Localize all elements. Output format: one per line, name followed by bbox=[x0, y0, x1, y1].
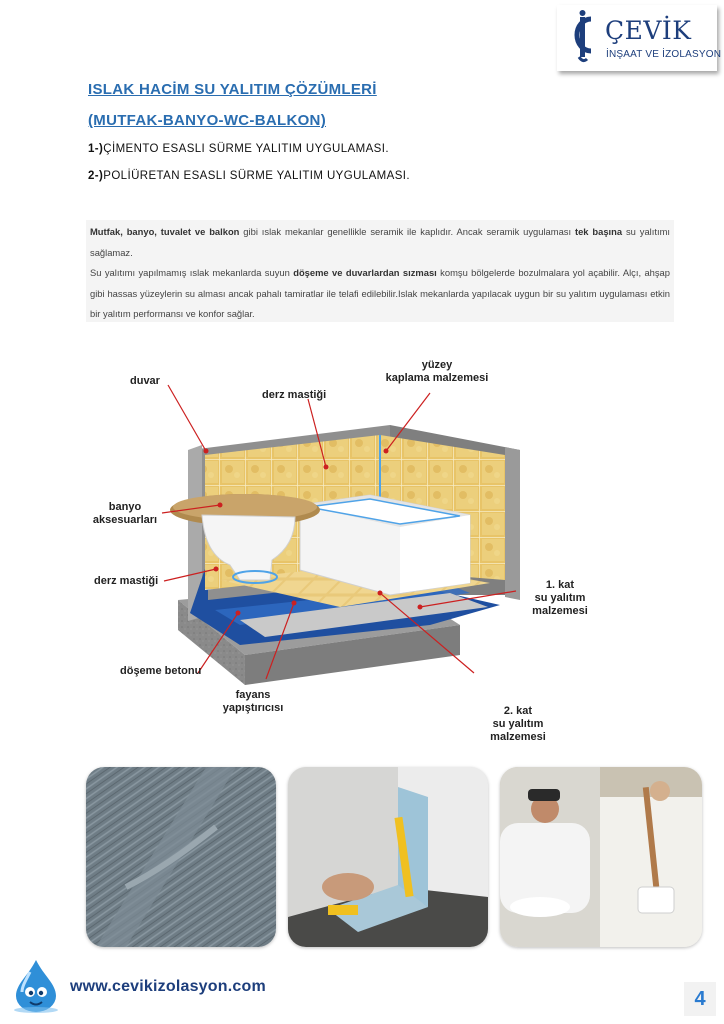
bathroom-waterproofing-diagram bbox=[90, 355, 630, 755]
intro-text: komşu bölgelerde bozulmalara yol açabilir. Alçı, ahşap gibi hassas yüzeylerin su alması ancak pahalı tamiratlar ile telafi edilebilir.Islak mekanlarda yapılacak uygun bir su yalıtım uygulaması etkin bir yalıtım performansı ve konfor sağlar. bbox=[90, 267, 670, 319]
label-1-kat-su-yalitim bbox=[520, 579, 600, 618]
intro-paragraph-1 bbox=[90, 222, 670, 263]
label-2-kat-su-yalitim bbox=[478, 705, 558, 744]
cevik-monogram-icon bbox=[561, 9, 605, 67]
photo-roller-application bbox=[500, 767, 702, 947]
company-logo bbox=[557, 5, 722, 71]
page-title: ISLAK HACİM SU YALITIM ÇÖZÜMLERİ bbox=[88, 81, 377, 98]
solution-text: POLİÜRETAN ESASLI SÜRME YALITIM UYGULAMASI. bbox=[103, 170, 410, 182]
intro-text: gibi ıslak mekanlar genellikle seramik ile kaplıdır. Ancak seramik uygulaması bbox=[239, 226, 575, 237]
label-line: fayans bbox=[235, 689, 271, 701]
label-doseme-betonu: döşeme betonu bbox=[120, 665, 202, 677]
label-line: banyo bbox=[108, 501, 142, 513]
label-line: su yalıtım bbox=[534, 592, 586, 604]
page-number: 4 bbox=[684, 982, 716, 1016]
solution-number: 1-) bbox=[88, 143, 104, 155]
label-line: malzemesi bbox=[532, 605, 588, 617]
label-fayans-yapistiricisi bbox=[208, 689, 298, 715]
label-line: malzemesi bbox=[490, 731, 546, 743]
website-url[interactable]: www.cevikizolasyon.com bbox=[70, 978, 266, 995]
logo-subtitle: İNŞAAT VE İZOLASYON bbox=[606, 49, 722, 60]
label-line: kaplama malzemesi bbox=[385, 372, 489, 384]
solution-item-1 bbox=[88, 143, 389, 155]
label-line: 2. kat bbox=[503, 705, 533, 717]
label-banyo-aksesuarlari bbox=[90, 501, 160, 527]
label-derz-mastigi-left: derz mastiği bbox=[94, 575, 159, 587]
intro-paragraph-2 bbox=[90, 263, 670, 325]
logo-name: ÇEVİK bbox=[605, 16, 692, 45]
water-drop-mascot-icon bbox=[8, 958, 66, 1019]
bathroom-cross-section-illustration bbox=[90, 355, 630, 755]
intro-text-block bbox=[86, 220, 674, 322]
intro-emphasis: döşeme ve duvarlardan sızması bbox=[293, 267, 437, 278]
label-line: 1. kat bbox=[545, 579, 575, 591]
label-line: yapıştırıcısı bbox=[222, 702, 284, 714]
intro-emphasis: tek başına bbox=[574, 226, 623, 237]
photo-troweled-membrane bbox=[86, 767, 276, 947]
page-subtitle: (MUTFAK-BANYO-WC-BALKON) bbox=[88, 112, 326, 129]
solution-number: 2-) bbox=[88, 170, 104, 182]
photo-corner-application bbox=[288, 767, 488, 947]
intro-emphasis: Mutfak, banyo, tuvalet ve balkon bbox=[90, 226, 240, 237]
solution-text: ÇİMENTO ESASLI SÜRME YALITIM UYGULAMASI. bbox=[103, 143, 389, 155]
label-line: yüzey bbox=[421, 359, 453, 371]
intro-text: su yalıtımı sağlamaz. bbox=[90, 226, 670, 258]
intro-text: Su yalıtımı yapılmamış ıslak mekanlarda suyun bbox=[90, 267, 294, 278]
label-line: su yalıtım bbox=[492, 718, 544, 730]
solution-item-2 bbox=[88, 170, 410, 182]
label-yuzey-kaplama bbox=[372, 359, 502, 385]
label-line: aksesuarları bbox=[92, 514, 158, 526]
label-derz-mastigi-top: derz mastiği bbox=[262, 389, 327, 401]
label-duvar: duvar bbox=[130, 375, 160, 387]
